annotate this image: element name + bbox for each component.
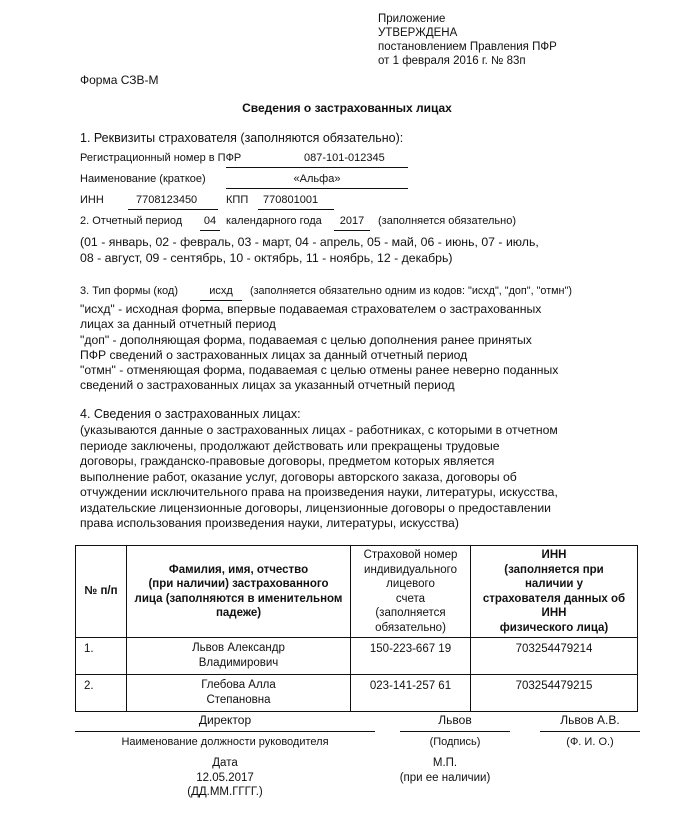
approval-line-1: Приложение: [378, 13, 446, 25]
stamp-label: М.П.: [432, 757, 458, 769]
inn-underline: [128, 209, 218, 210]
date-block: [160, 756, 290, 800]
year-label: календарного года: [226, 215, 322, 227]
months-line-1: (01 - январь, 02 - февраль, 03 - март, 04 - апрель, 05 - май, 06 - июнь, 07 - июль,: [80, 235, 539, 249]
section1-heading: 1. Реквизиты страхователя (заполняются обязательно):: [80, 131, 404, 145]
kpp-value: 770801001: [263, 194, 319, 206]
row-inn: 703254479215: [471, 675, 638, 712]
insurer-name-label: Наименование (краткое): [80, 173, 206, 185]
reg-number-value: 087-101-012345: [304, 152, 385, 164]
position-caption: Наименование должности руководителя: [121, 736, 329, 748]
row-num: 2.: [76, 675, 127, 712]
table-row: [76, 675, 638, 712]
section4-line: издательские лицензионные договоры, лицензионные договоры о предоставлении: [80, 500, 551, 515]
date-format: (ДД.ММ.ГГГГ.): [187, 786, 263, 798]
row-snils: 023-141-257 61: [351, 675, 471, 712]
section4-line: договоры, гражданско-правовые договоры, предметом которых является: [80, 454, 495, 468]
header-num: № п/п: [76, 546, 127, 638]
header-inn: ИНН (заполняется при наличии у страхователя данных об ИНН физического лица): [471, 546, 638, 638]
section4-description: [80, 423, 558, 532]
director-fio: Львов А.В.: [560, 713, 620, 727]
form-type-note: (заполняется обязательно одним из кодов: "исхд", "доп", "отмн"): [250, 285, 572, 297]
section4-line: (указываются данные о застрахованных лицах - работниках, с которыми в отчетном: [80, 423, 558, 437]
signature-value: Львов: [438, 713, 472, 727]
stamp-caption: (при ее наличии): [399, 771, 491, 784]
row-fio: Львов Александр Владимирович: [127, 638, 351, 675]
months-legend: [80, 234, 539, 266]
insurer-name-value: «Альфа»: [293, 173, 341, 185]
insurer-name-underline: [226, 188, 408, 189]
form-type-line: "исхд" - исходная форма, впервые подаваемая страхователем о застрахованных: [80, 302, 542, 316]
position-underline: [75, 731, 375, 732]
insured-persons-table: [75, 545, 638, 712]
date-label: Дата: [212, 757, 238, 769]
header-snils: Страховой номер индивидуального лицевого счета (заполняется обязательно): [351, 546, 471, 638]
stamp-block: [390, 756, 500, 785]
approval-line-3: постановлением Правления ПФР: [378, 41, 557, 53]
kpp-underline: [258, 209, 334, 210]
form-type-line: сведений о застрахованных лицах за указанный отчетный период: [80, 378, 455, 393]
form-type-value: исхд: [209, 285, 233, 297]
fio-caption: (Ф. И. О.): [566, 736, 614, 748]
section4-line: периоде заключены, продолжают действовать или прекращены трудовые: [80, 438, 500, 453]
year-value: 2017: [339, 215, 365, 227]
section4-line: выполнение работ, оказание услуг, договоры авторского заказа, договоры об: [80, 469, 517, 484]
inn-label: ИНН: [80, 194, 104, 206]
form-type-description: [80, 302, 558, 394]
section3-label: 3. Тип формы (код): [80, 285, 178, 297]
header-fio: Фамилия, имя, отчество (при наличии) застрахованного лица (заполняются в именительном падеже): [127, 546, 351, 638]
table-row: [76, 638, 638, 675]
document-title: Сведения о застрахованных лицах: [242, 101, 452, 115]
date-value: 12.05.2017: [196, 771, 254, 784]
row-inn: 703254479214: [471, 638, 638, 675]
form-type-line: ПФР сведений о застрахованных лицах за данный отчетный период: [80, 347, 468, 362]
approval-block: [378, 12, 557, 68]
section4-heading: 4. Сведения о застрахованных лицах:: [80, 407, 301, 421]
row-num: 1.: [76, 638, 127, 675]
approval-line-4: от 1 февраля 2016 г. № 83п: [378, 55, 526, 67]
form-type-line: лицах за данный отчетный период: [80, 317, 276, 332]
period-note: (заполняется обязательно): [378, 215, 517, 227]
form-type-underline: [200, 300, 242, 301]
signature-caption: (Подпись): [429, 736, 481, 748]
form-name: Форма СЗВ-М: [80, 73, 159, 87]
form-type-line: "отмн" - отменяющая форма, подаваемая с целью отмены ранее неверно поданных: [80, 363, 559, 378]
row-fio: Глебова Алла Степановна: [127, 675, 351, 712]
fio-underline: [540, 731, 640, 732]
approval-line-2: УТВЕРЖДЕНА: [378, 27, 458, 39]
section4-line: права использования произведения науки, литературы, искусства): [80, 516, 459, 530]
reg-number-underline: [226, 167, 408, 168]
signature-underline: [400, 731, 510, 732]
kpp-label: КПП: [226, 194, 249, 206]
reg-number-label: Регистрационный номер в ПФР: [80, 152, 242, 164]
form-type-line: "доп" - дополняющая форма, подаваемая с целью дополнения ранее принятых: [80, 332, 532, 347]
period-value: 04: [203, 215, 217, 227]
year-underline: [334, 230, 370, 231]
section2-label: 2. Отчетный период: [80, 215, 183, 227]
months-line-2: 08 - август, 09 - сентябрь, 10 - октябрь, 11 - ноябрь, 12 - декабрь): [80, 251, 453, 265]
inn-value: 7708123450: [136, 194, 198, 206]
period-underline: [200, 230, 220, 231]
table-header-row: [76, 546, 638, 638]
row-snils: 150-223-667 19: [351, 638, 471, 675]
director-position: Директор: [198, 713, 252, 727]
section4-line: отчуждении исключительного права на произведения науки, литературы, искусства,: [80, 485, 558, 499]
